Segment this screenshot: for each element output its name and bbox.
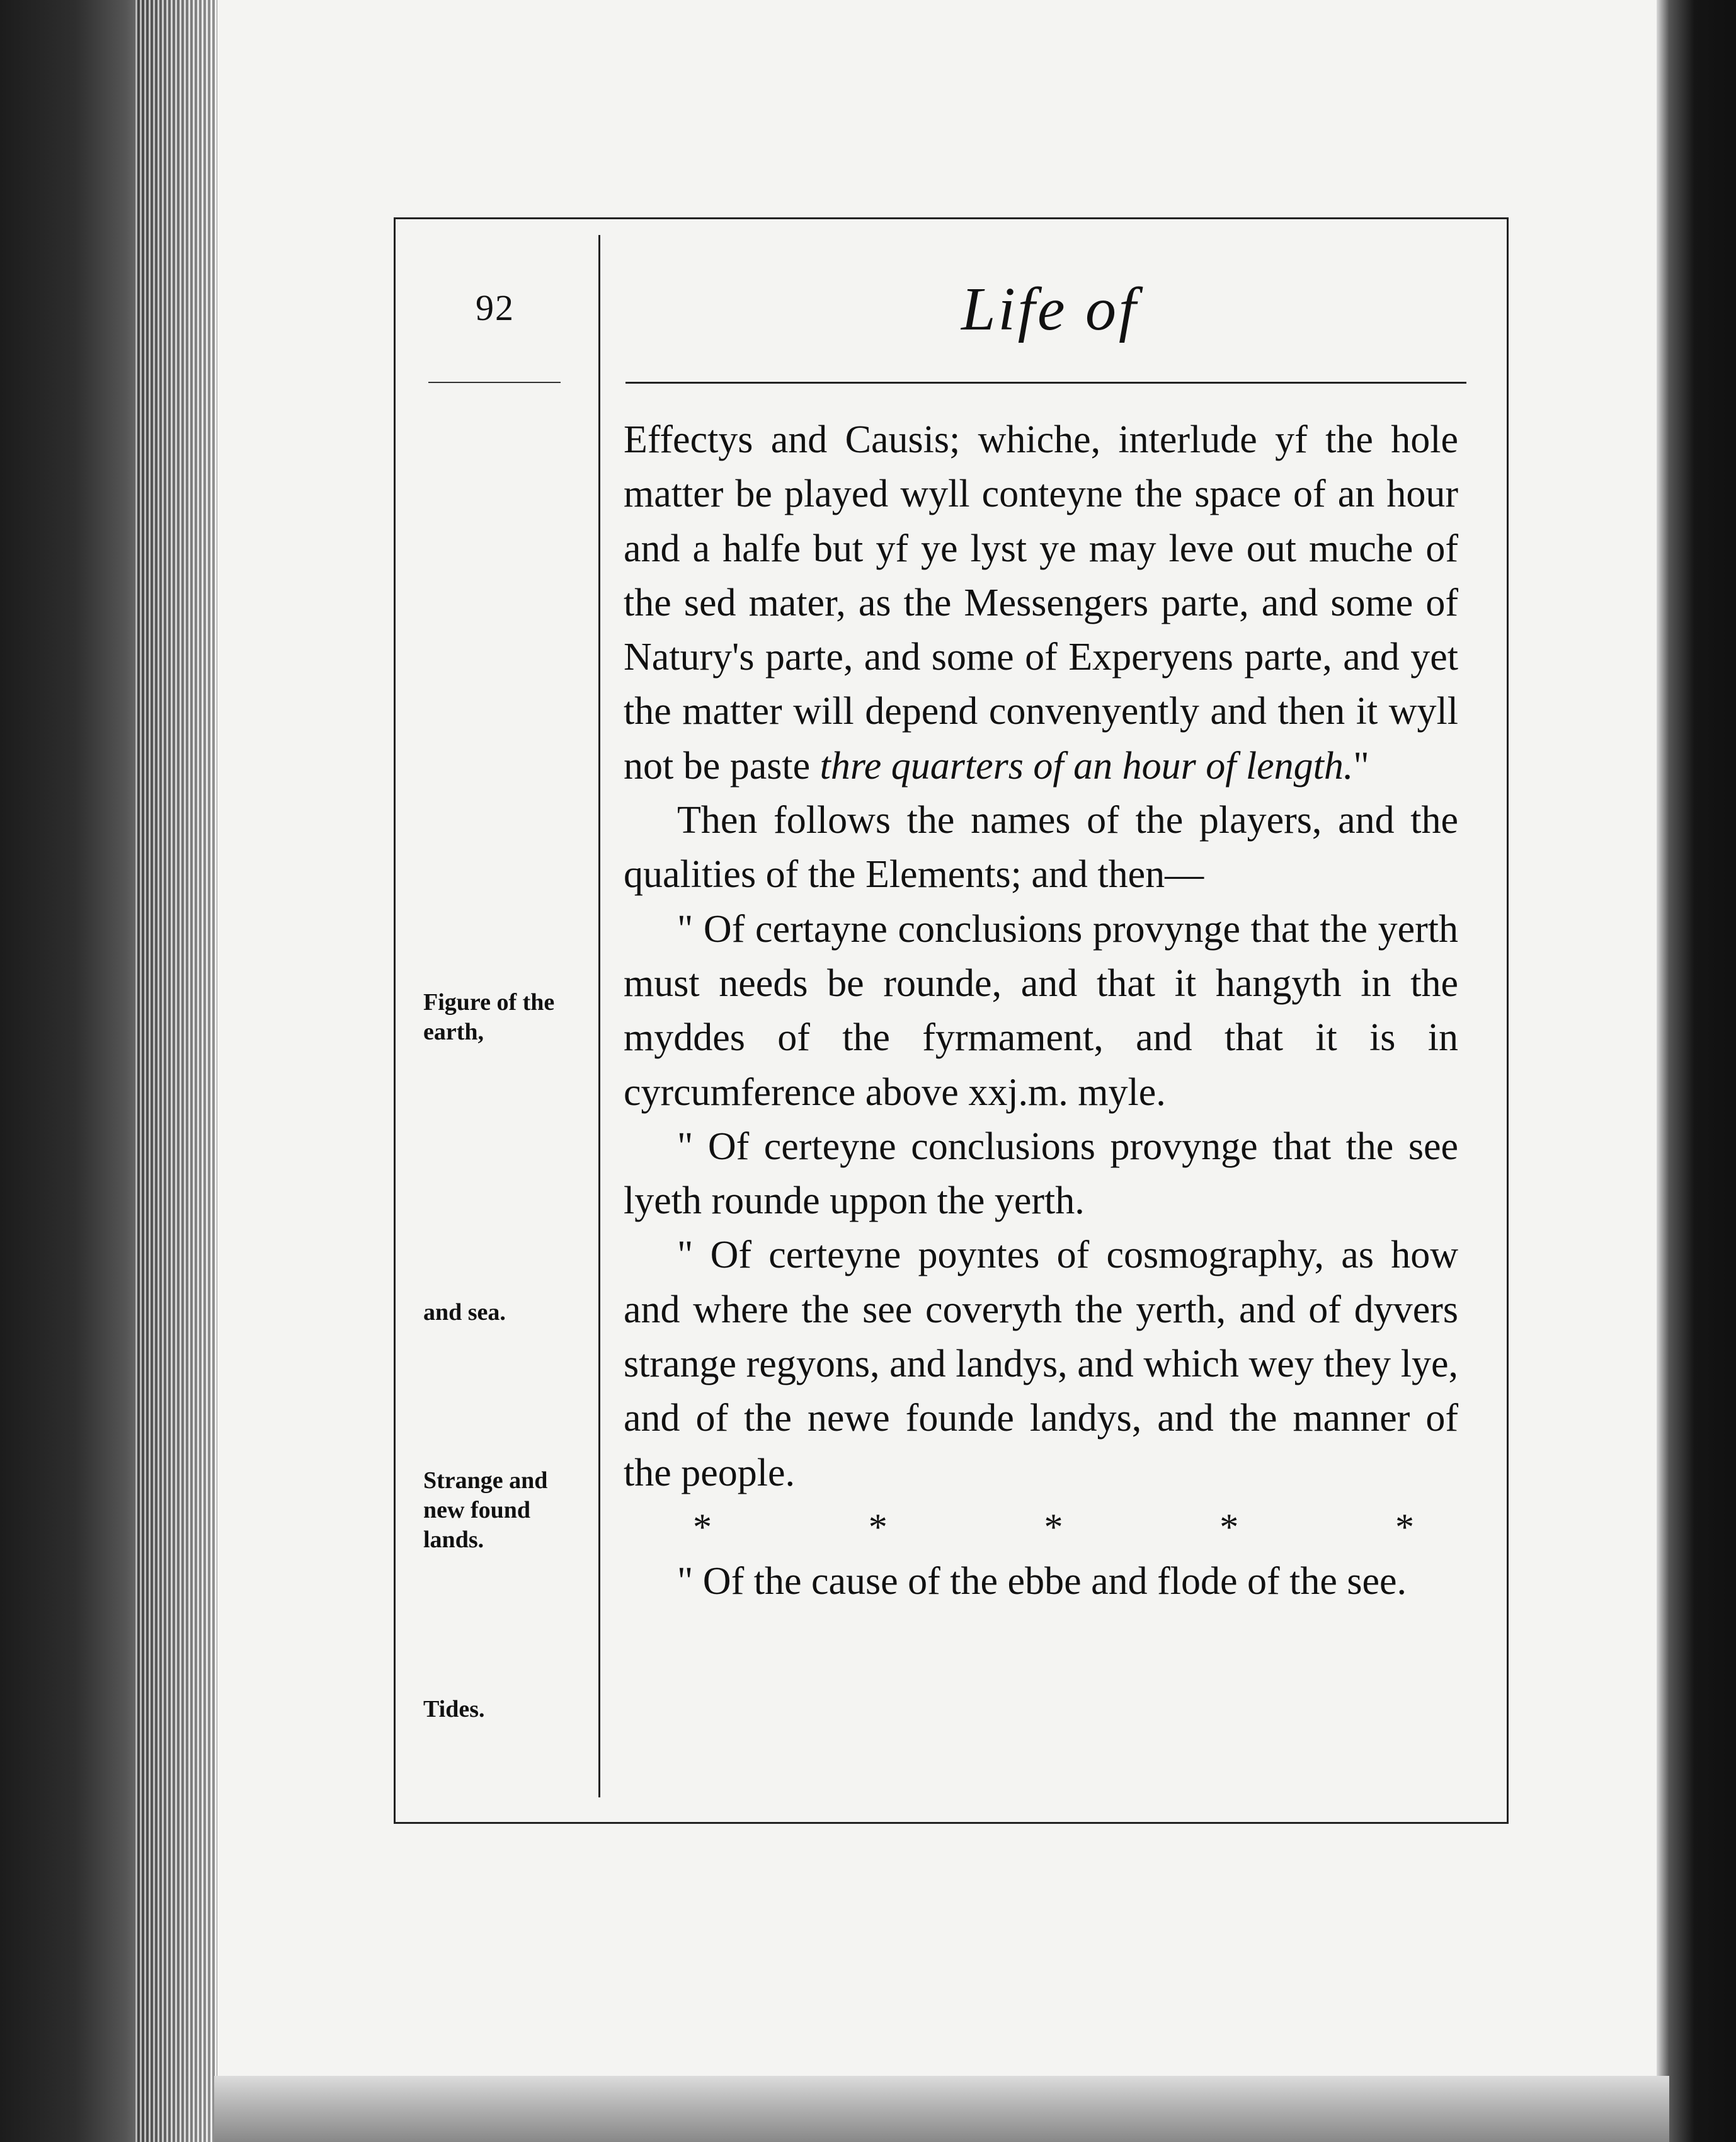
- page-bottom-edge: [214, 2076, 1669, 2142]
- closing-quote: ": [1353, 744, 1369, 788]
- asterisk: *: [868, 1506, 888, 1548]
- head-rule: [625, 382, 1466, 384]
- paragraph: " Of certeyne poyntes of cosmography, as how and where the see coveryth the yerth, and of dyvers strange regyons, and landys, and which wey they lye, and of the newe founde landys, and the manner of the people.: [624, 1234, 1458, 1494]
- main-text: [624, 413, 1458, 1609]
- paragraph-text: Effectys and Causis; whiche, interlude yf the hole matter be played wyll conteyne the space of an hour and a halfe but yf ye lyst ye may leve out muche of the sed mater, as the Messengers parte, and some of Natury's parte, and some of Experyens parte, and yet the matter will depend convenyently and then it wyll not be paste: [624, 418, 1458, 788]
- facing-page-edge: [1657, 0, 1736, 2142]
- asterisk: *: [1219, 1506, 1239, 1548]
- paragraph: " Of certayne conclusions provynge that the yerth must needs be rounde, and that it hangyth in the myddes of the fyrmament, and that it is in cyrcumference above xxj.m. myle.: [624, 907, 1458, 1114]
- side-note-tides: Tides.: [423, 1696, 485, 1722]
- asterisk: *: [1395, 1506, 1414, 1548]
- asterisk-row: [624, 1500, 1458, 1554]
- margin-head-rule: [428, 382, 561, 383]
- page-number: 92: [476, 287, 515, 328]
- side-note-figure-of-earth: Figure of the earth,: [423, 989, 555, 1045]
- side-note-and-sea: and sea.: [423, 1299, 506, 1326]
- paragraph: [624, 413, 1458, 793]
- italic-phrase: thre quarters of an hour of length.: [819, 744, 1354, 788]
- paragraph: " Of the cause of the ebbe and flode of the see.: [677, 1560, 1407, 1603]
- page-stack-lines: [135, 0, 217, 2142]
- asterisk: *: [693, 1506, 712, 1548]
- book-page-edges: [0, 0, 217, 2142]
- paragraph: Then follows the names of the players, and the qualities of the Elements; and then—: [624, 799, 1458, 896]
- side-note-new-found-lands: Strange and new found lands.: [423, 1467, 548, 1553]
- running-head: Life of: [961, 275, 1139, 343]
- paragraph: " Of certeyne conclusions provynge that the see lyeth rounde uppon the yerth.: [624, 1125, 1458, 1223]
- margin-vertical-rule: [598, 235, 600, 1797]
- asterisk: *: [1044, 1506, 1063, 1548]
